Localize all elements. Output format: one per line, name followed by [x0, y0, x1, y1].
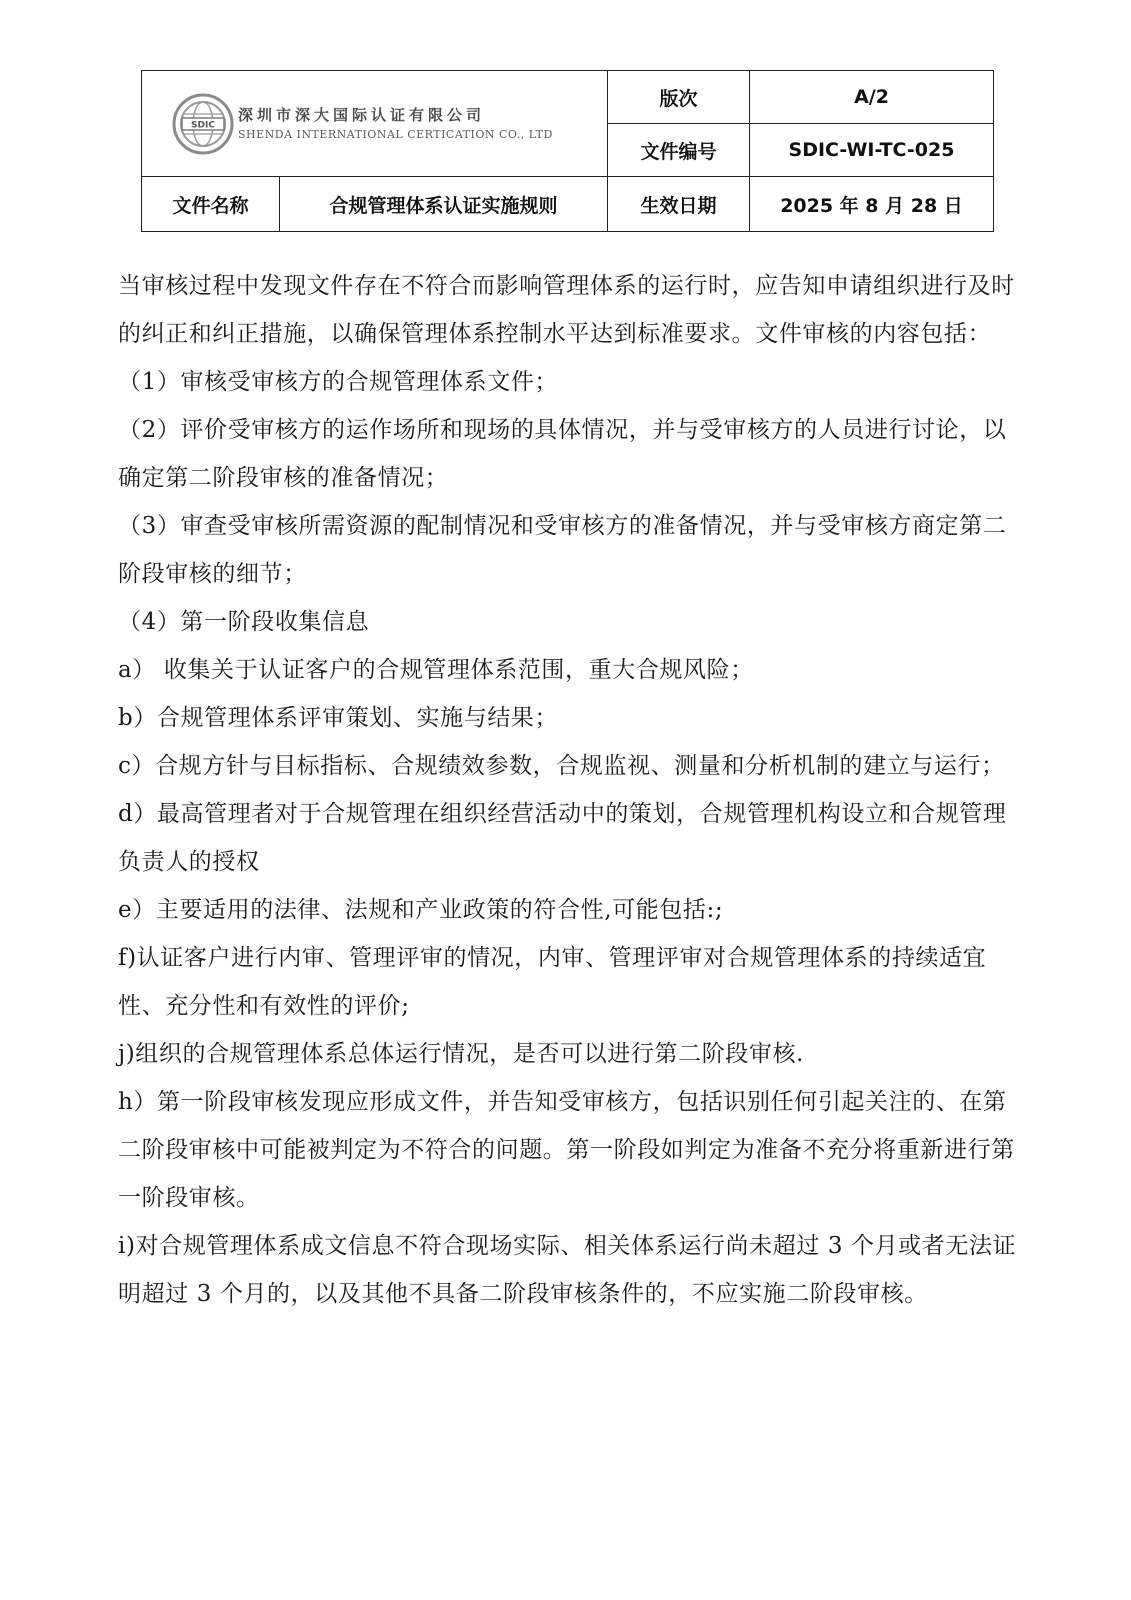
body-paragraph: （3）审查受审核所需资源的配制情况和受审核方的准备情况，并与受审核方商定第二阶段审核的细节；	[118, 513, 1007, 587]
body-paragraph: （1）审核受审核方的合规管理体系文件；	[118, 369, 559, 395]
body-paragraph: （2）评价受审核方的运作场所和现场的具体情况，并与受审核方的人员进行讨论，以确定第二阶段审核的准备情况；	[118, 417, 1007, 491]
body-paragraph: h）第一阶段审核发现应形成文件，并告知受审核方，包括识别任何引起关注的、在第二阶段审核中可能被判定为不符合的问题。第一阶段如判定为准备不充分将重新进行第一阶段审核。	[118, 1089, 1015, 1211]
company-name-block	[238, 106, 553, 141]
body-paragraph: b）合规管理体系评审策划、实施与结果；	[118, 705, 559, 731]
body-paragraph: c）合规方针与目标指标、合规绩效参数，合规监视、测量和分析机制的建立与运行；	[118, 753, 1005, 779]
svg-text:SDIC: SDIC	[191, 120, 215, 130]
effective-date-value: 2025 年 8 月 28 日	[750, 177, 994, 232]
body-paragraph: d）最高管理者对于合规管理在组织经营活动中的策划，合规管理机构设立和合规管理负责人的授权	[118, 801, 1007, 875]
doc-number-value: SDIC-WI-TC-025	[750, 124, 994, 177]
document-body	[118, 262, 1018, 1318]
doc-name-label: 文件名称	[142, 177, 280, 232]
version-value: A/2	[750, 71, 994, 124]
body-paragraph: i)对合规管理体系成文信息不符合现场实际、相关体系运行尚未超过 3 个月或者无法证明超过 3 个月的，以及其他不具备二阶段审核条件的，不应实施二阶段审核。	[118, 1233, 1017, 1307]
company-logo	[142, 71, 607, 176]
version-label: 版次	[608, 71, 750, 124]
company-name-cn: 深圳市深大国际认证有限公司	[238, 105, 486, 124]
doc-number-label: 文件编号	[608, 124, 750, 177]
company-logo-cell	[142, 71, 608, 177]
company-name-en: SHENDA INTERNATIONAL CERTICATION CO., LTD	[238, 127, 553, 141]
globe-logo-icon	[172, 93, 234, 155]
body-paragraph: a） 收集关于认证客户的合规管理体系范围，重大合规风险；	[118, 657, 754, 683]
body-paragraph: j)组织的合规管理体系总体运行情况，是否可以进行第二阶段审核.	[118, 1041, 805, 1067]
effective-date-label: 生效日期	[608, 177, 750, 232]
document-header-table	[141, 70, 994, 232]
body-paragraph: f)认证客户进行内审、管理评审的情况，内审、管理评审对合规管理体系的持续适宜性、充分性和有效性的评价;	[118, 945, 987, 1019]
doc-name-value: 合规管理体系认证实施规则	[280, 177, 608, 232]
body-paragraph: （4）第一阶段收集信息	[118, 609, 370, 635]
body-paragraph: e）主要适用的法律、法规和产业政策的符合性,可能包括:;	[118, 897, 724, 923]
body-paragraph: 当审核过程中发现文件存在不符合而影响管理体系的运行时，应告知申请组织进行及时的纠正和纠正措施，以确保管理体系控制水平达到标准要求。文件审核的内容包括：	[118, 273, 1015, 347]
